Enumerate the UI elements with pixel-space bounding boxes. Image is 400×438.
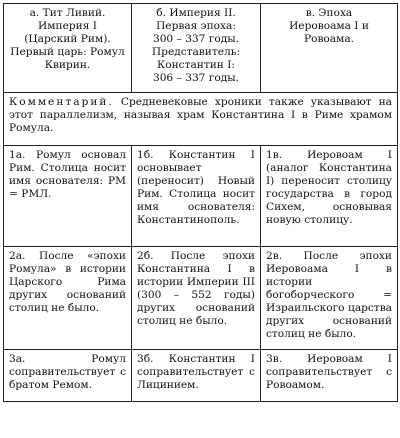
- header-b-line: б. Империя II.: [156, 7, 236, 19]
- header-b-line: 306 – 337 годы.: [152, 72, 240, 84]
- header-cell-a: [4, 4, 132, 93]
- header-b-line: 300 – 337 годы.: [152, 33, 240, 45]
- table-row: [4, 146, 398, 247]
- header-c-line: Ровоама.: [303, 33, 355, 45]
- table-cell: 1а. Ромул основал Рим. Столица носит имя основателя: РМ = РМЛ.: [4, 146, 132, 247]
- comment-cell: [4, 93, 398, 146]
- header-a-line: Первый царь: Ромул: [10, 46, 125, 58]
- header-cell-c: [261, 4, 398, 93]
- header-row: [4, 4, 398, 93]
- table-cell: 3б. Константин I соправительствует с Лицинием.: [132, 350, 261, 402]
- table-cell: 3а. Ромул соправительствует с братом Ремом.: [4, 350, 132, 402]
- header-b-line: Первая эпоха:: [156, 20, 236, 32]
- header-a-line: а. Тит Ливий.: [29, 7, 106, 19]
- table-cell: 1в. Иеровоам I (аналог Константина I) переносит столицу государства в город Сихем, основывая новую столицу.: [261, 146, 398, 247]
- header-a-line: Империя I: [38, 20, 97, 32]
- header-cell-b: [132, 4, 261, 93]
- header-b-line: Представитель:: [151, 46, 241, 58]
- parallel-table: [3, 3, 398, 402]
- header-c-line: Иеровоама I и: [289, 20, 369, 32]
- table-cell: 1б. Константин I основывает (переносит) Новый Рим. Столица носит имя основателя: Константинополь.: [132, 146, 261, 247]
- table-cell: 2в. После эпохи Иеровоама I в истории богоборческого = Израильского царства других оснований столиц не было.: [261, 247, 398, 350]
- table-cell: 2б. После эпохи Константина I в истории Империи III (300 – 552 годы) других оснований столиц не было.: [132, 247, 261, 350]
- header-b-line: Константин I:: [157, 59, 235, 71]
- table-row: [4, 247, 398, 350]
- header-c-line: в. Эпоха: [305, 7, 353, 19]
- comment-row: [4, 93, 398, 146]
- header-a-line: Квирин.: [44, 59, 91, 71]
- table-cell: 3в. Иеровоам I соправительствует с Ровоамом.: [261, 350, 398, 402]
- comment-label: Комментарий.: [9, 96, 114, 108]
- header-a-line: (Царский Рим).: [24, 33, 111, 45]
- table-cell: 2а. После «эпохи Ромула» в истории Царского Рима других оснований столиц не было.: [4, 247, 132, 350]
- comment-text: Средневековые хроники также указывают на этот параллелизм, называя храм Константина I в Риме храмом Ромула.: [9, 96, 392, 134]
- table-row: [4, 350, 398, 402]
